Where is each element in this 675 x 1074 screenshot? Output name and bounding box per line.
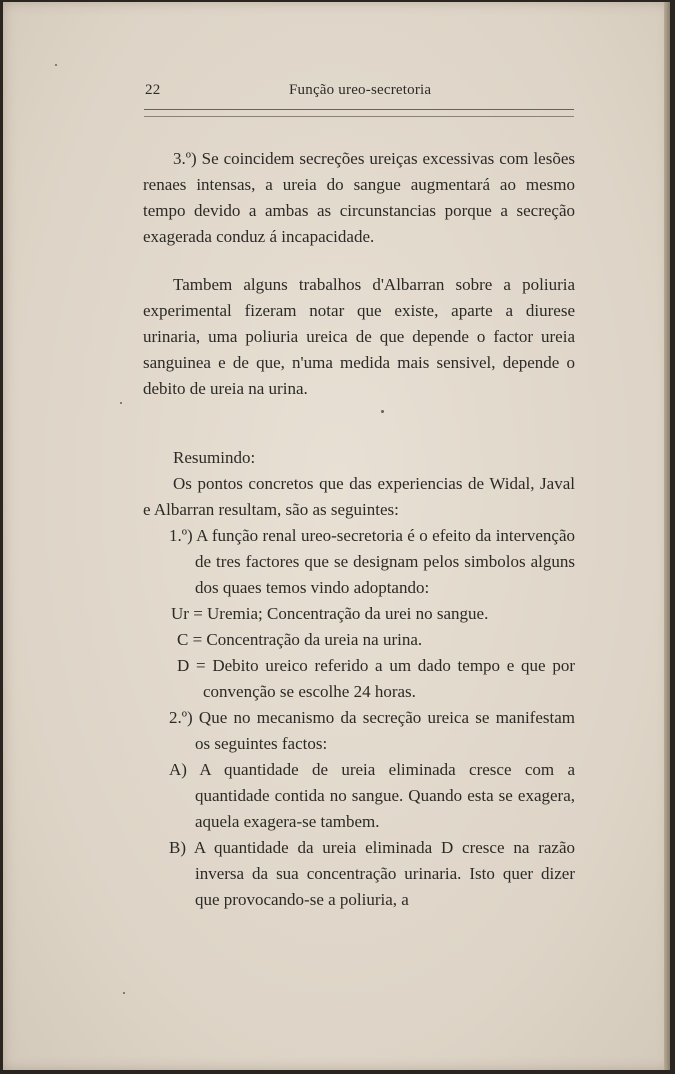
paper-speck bbox=[123, 992, 125, 994]
definition-d: D = Debito ureico referido a um dado tempo e que por convenção se escolhe 24 horas. bbox=[177, 656, 575, 701]
definition-c: C = Concentração da ureia na urina. bbox=[177, 630, 423, 649]
summary-intro: Os pontos concretos que das experiencias de Widal, Javal e Albarran resultam, são as seguintes: bbox=[143, 474, 575, 519]
item-b: B) A quantidade da ureia eliminada D cresce na razão inversa da sua concentração urinaria. Isto quer dizer que provocando-se a poliuria, a bbox=[169, 838, 575, 909]
paragraph-1-text: 3.º) Se coincidem secreções ureiças excessivas com lesões renaes intensas, a ureia do sangue augmentará ao mesmo tempo devido a ambas as circunstancias porque a secreção exagerada conduz á incapacidade. bbox=[143, 149, 575, 246]
page-number: 22 bbox=[145, 82, 161, 98]
header-rule-top bbox=[144, 109, 574, 110]
header-rule-bottom bbox=[144, 116, 574, 117]
paragraph-2-text: Tambem alguns trabalhos d'Albarran sobre a poliuria experimental fizeram notar que existe, aparte a diurese urinaria, uma poliuria ureica de que depende o factor ureia sanguinea e de que, n'uma medida mais sensivel, depende o debito de ureia na urina. bbox=[143, 275, 575, 398]
resumindo-heading: Resumindo: bbox=[173, 448, 256, 467]
paper-speck bbox=[120, 402, 122, 404]
paragraph-1 bbox=[143, 146, 575, 250]
item-a: A) A quantidade de ureia eliminada cresce com a quantidade contida no sangue. Quando esta se exagera, aquela exagera-se tambem. bbox=[169, 760, 575, 831]
paragraph-2 bbox=[143, 272, 575, 402]
item-2: 2.º) Que no mecanismo da secreção ureica se manifestam os seguintes factos: bbox=[169, 708, 575, 753]
page-edge bbox=[664, 2, 670, 1070]
running-title: Função ureo-secretoria bbox=[289, 82, 432, 98]
summary-section bbox=[143, 445, 575, 913]
paper-speck bbox=[381, 410, 384, 413]
book-page bbox=[3, 2, 670, 1070]
definition-ur: Ur = Uremia; Concentração da urei no sangue. bbox=[171, 604, 489, 623]
paper-speck bbox=[55, 64, 57, 66]
item-1: 1.º) A função renal ureo-secretoria é o efeito da intervenção de tres factores que se designam pelos simbolos alguns dos quaes temos vindo adoptando: bbox=[169, 526, 575, 597]
